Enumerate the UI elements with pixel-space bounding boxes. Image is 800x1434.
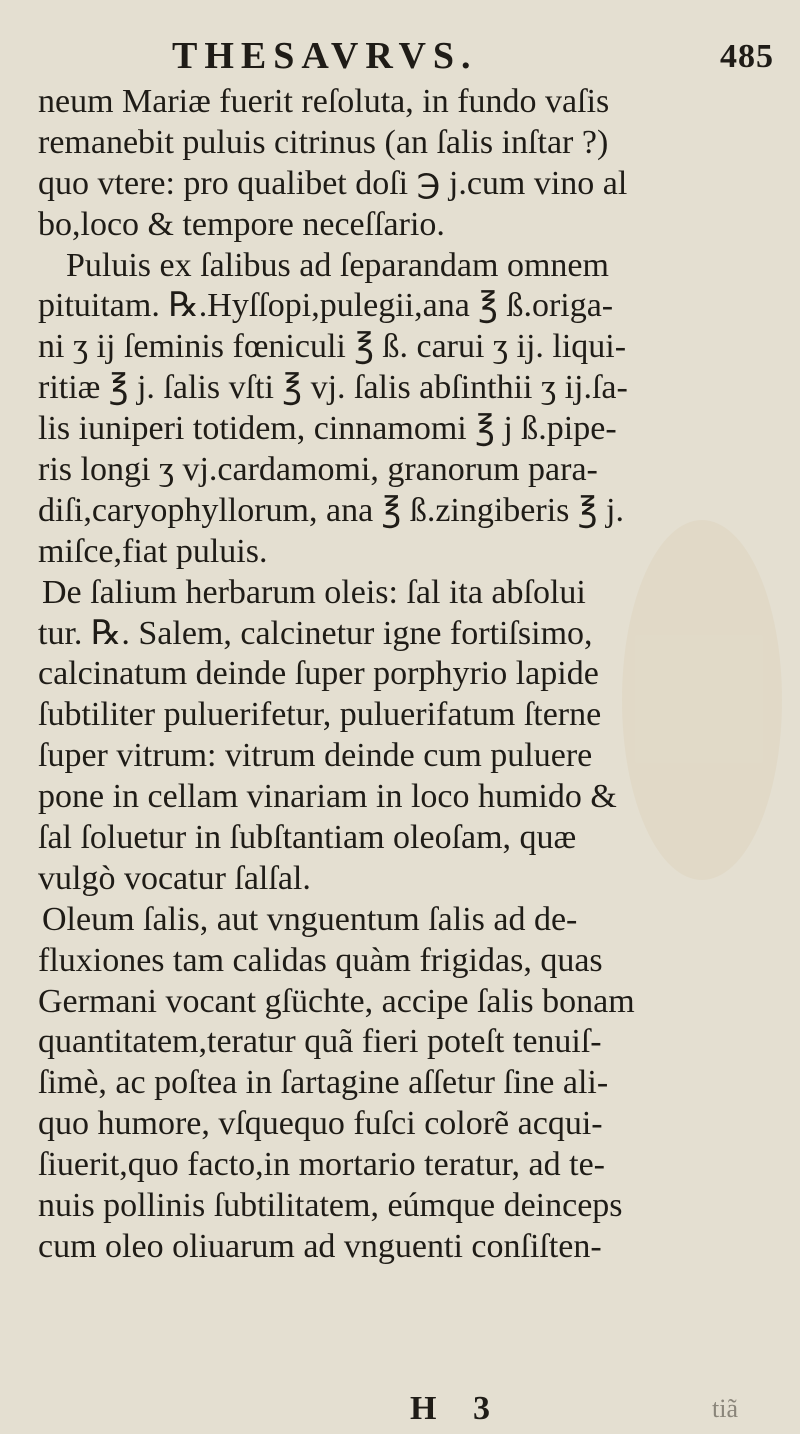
text-line: neum Mariæ fuerit reſoluta, in fundo vaſis bbox=[38, 83, 610, 120]
text-line: cum oleo oliuarum ad vnguenti conſiſten- bbox=[38, 1227, 602, 1265]
text-line: ſiuerit,quo facto,in mortario teratur, ad te- bbox=[38, 1146, 605, 1184]
text-line: Germani vocant gſüchte, accipe ſalis bonam bbox=[38, 982, 635, 1020]
text-line: ſubtiliter puluerifetur, puluerifatum ſterne bbox=[38, 696, 602, 734]
text-line: diſi,caryophyllorum, ana ℥ ß.zingiberis ℥ j. bbox=[38, 491, 624, 529]
text-line: fluxiones tam calidas quàm frigidas, quas bbox=[38, 941, 603, 979]
text-line: quo vtere: pro qualibet doſi ℈ j.cum vino al bbox=[38, 164, 628, 202]
text-line: quantitatem,teratur quã fieri poteſt tenuiſ- bbox=[38, 1023, 602, 1061]
text-line: pituitam. ℞.Hyſſopi,pulegii,ana ℥ ß.origa- bbox=[38, 287, 614, 325]
paragraph-start-line: De ſalium herbarum oleis: ſal ita abſolui bbox=[42, 573, 586, 611]
page-header bbox=[0, 34, 800, 80]
text-body bbox=[38, 82, 778, 1268]
text-line: pone in cellam vinariam in loco humido & bbox=[38, 778, 617, 816]
text-line: ni ʒ ij ſeminis fœniculi ℥ ß. carui ʒ ij. liqui- bbox=[38, 328, 627, 366]
text-line: miſce,fiat puluis. bbox=[38, 532, 268, 570]
page-number: 485 bbox=[720, 38, 774, 75]
text-line: ſuper vitrum: vitrum deinde cum puluere bbox=[38, 737, 593, 775]
running-head: THESAVRVS. bbox=[172, 35, 478, 77]
paragraph-start-line: Oleum ſalis, aut vnguentum ſalis ad de- bbox=[42, 900, 578, 938]
text-line: calcinatum deinde ſuper porphyrio lapide bbox=[38, 655, 599, 693]
text-line: ſimè, ac poſtea in ſartagine aſſetur ſine ali- bbox=[38, 1064, 609, 1102]
catchword: tiã bbox=[712, 1394, 738, 1423]
text-line: remanebit puluis citrinus (an ſalis inſtar ?) bbox=[38, 123, 609, 161]
page-footer bbox=[0, 1390, 800, 1430]
text-line: vulgò vocatur ſalſal. bbox=[38, 859, 311, 897]
text-line: ritiæ ℥ j. ſalis vſti ℥ vj. ſalis abſinthii ʒ ij.ſa- bbox=[38, 369, 628, 407]
text-line: tur. ℞. Salem, calcinetur igne fortiſsimo, bbox=[38, 614, 593, 652]
text-line: ſal ſoluetur in ſubſtantiam oleoſam, quæ bbox=[38, 819, 577, 857]
text-line: quo humore, vſquequo fuſci colorẽ acqui- bbox=[38, 1105, 603, 1143]
text-line: ris longi ʒ vj.cardamomi, granorum para- bbox=[38, 451, 598, 489]
text-line: lis iuniperi totidem, cinnamomi ℥ j ß.pipe- bbox=[38, 410, 617, 448]
text-line: nuis pollinis ſubtilitatem, eúmque deinceps bbox=[38, 1187, 623, 1225]
paragraph-start-line: Puluis ex ſalibus ad ſeparandam omnem bbox=[66, 246, 609, 284]
text-line: bo,loco & tempore neceſſario. bbox=[38, 205, 445, 243]
signature-mark: H 3 bbox=[410, 1390, 504, 1427]
